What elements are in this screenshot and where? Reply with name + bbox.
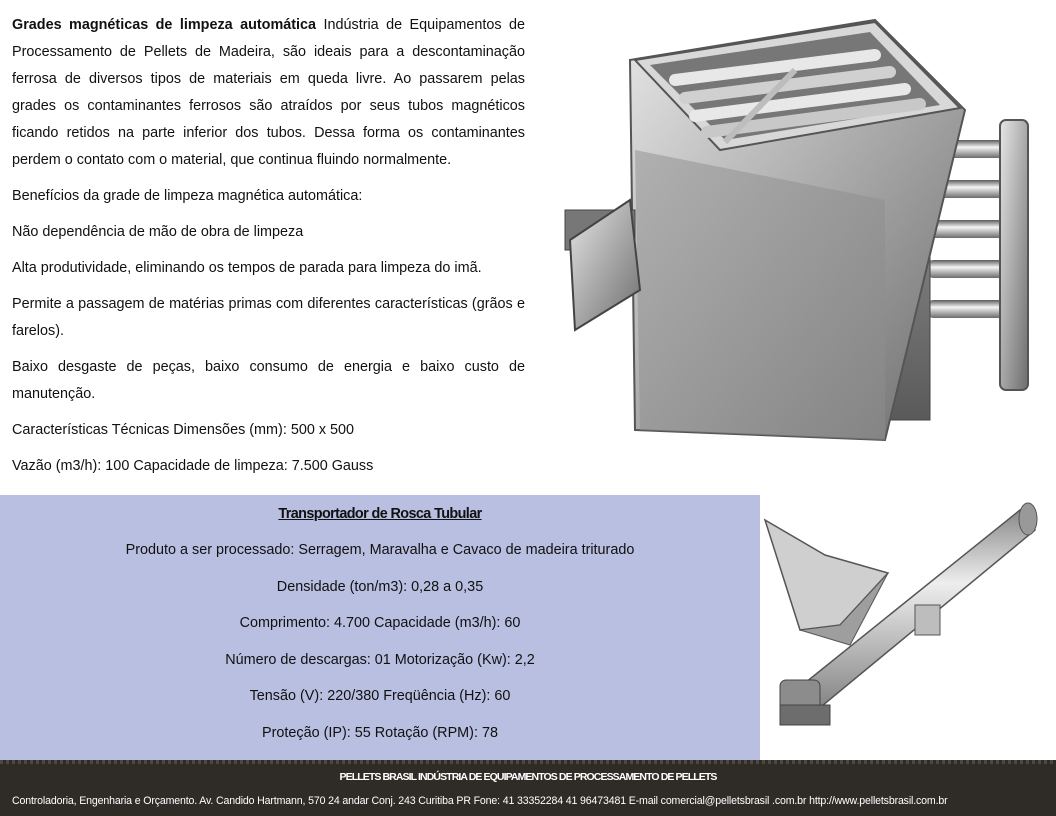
benefit-item: Permite a passagem de matérias primas com diferentes características (grãos e farelos).	[12, 296, 525, 339]
grades-title: Grades magnéticas de limpeza automática	[12, 17, 317, 33]
footer-company: PELLETS BRASIL INDÚSTRIA DE EQUIPAMENTOS DE PROCESSAMENTO DE PELLETS	[339, 771, 717, 783]
specs-flow: Vazão (m3/h): 100 Capacidade de limpeza: 7.500 Gauss	[12, 458, 374, 474]
conveyor-title: Transportador de Rosca Tubular	[278, 506, 482, 522]
grades-intro-paragraph	[12, 12, 525, 174]
grades-description	[12, 12, 525, 489]
screw-conveyor-specs	[0, 495, 760, 760]
conveyor-voltage: Tensão (V): 220/380 Freqüência (Hz): 60	[249, 688, 511, 704]
specs-dimensions: Características Técnicas Dimensões (mm): 500 x 500	[12, 422, 355, 438]
conveyor-length: Comprimento: 4.700 Capacidade (m3/h): 60	[239, 615, 521, 631]
benefit-item: Não dependência de mão de obra de limpeza	[12, 224, 304, 240]
grades-intro: Indústria de Equipamentos de Processamento de Pellets de Madeira, são ideais para a descontaminação ferrosa de diversos tipos de materiais em queda livre. Ao passarem pelas grades os contaminantes ferrosos são atraídos por seus tubos magnéticos ficando retidos na parte inferior dos tubos. Dessa forma os contaminantes perdem o contato com o material, que continua fluindo normalmente.	[12, 17, 525, 168]
footer	[0, 760, 1056, 816]
conveyor-density: Densidade (ton/m3): 0,28 a 0,35	[276, 579, 484, 595]
benefit-item: Alta produtividade, eliminando os tempos de parada para limpeza do imã.	[12, 260, 482, 276]
conveyor-product: Produto a ser processado: Serragem, Maravalha e Cavaco de madeira triturado	[125, 542, 635, 558]
footer-divider	[0, 760, 1056, 764]
screw-conveyor-image	[760, 495, 1056, 760]
benefit-item: Baixo desgaste de peças, baixo consumo de energia e baixo custo de manutenção.	[12, 359, 525, 402]
benefits-heading: Benefícios da grade de limpeza magnética automática:	[12, 188, 363, 204]
conveyor-discharges: Número de descargas: 01 Motorização (Kw): 2,2	[225, 652, 535, 668]
footer-contact: Controladoria, Engenharia e Orçamento. Av. Candido Hartmann, 570 24 andar Conj. 243 Curitiba PR Fone: 41 33352284 41 96473481 E-mail comercial@pelletsbrasil .com.br http://www.pelletsbrasil.com.br	[12, 795, 948, 807]
magnetic-grate-image	[545, 0, 1056, 495]
conveyor-protection: Proteção (IP): 55 Rotação (RPM): 78	[262, 725, 498, 741]
